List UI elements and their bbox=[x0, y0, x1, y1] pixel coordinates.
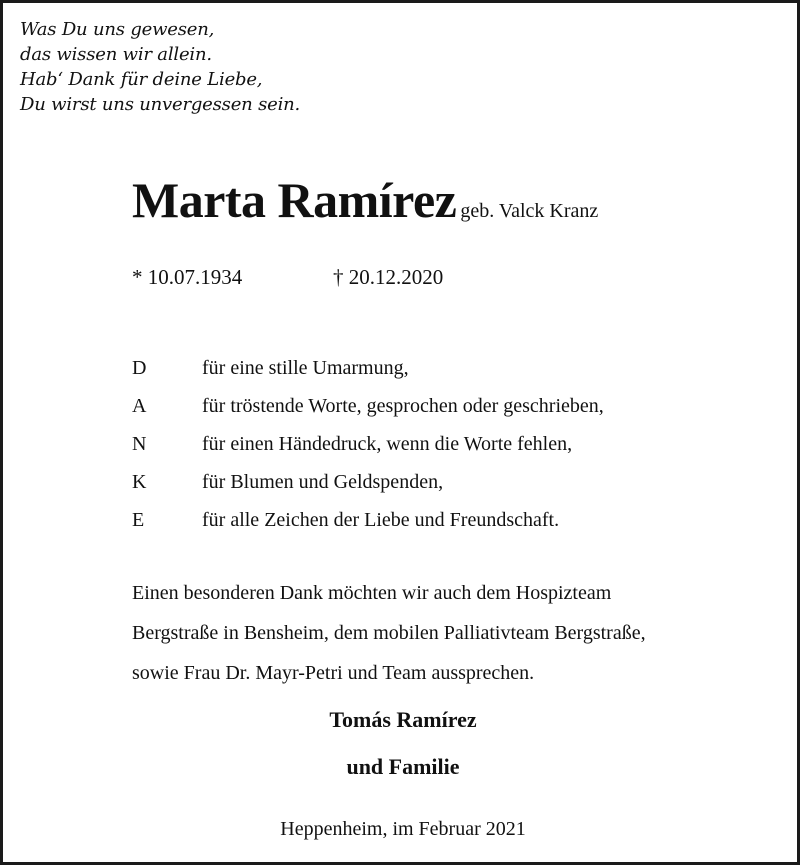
poem bbox=[20, 17, 300, 117]
poem-line: das wissen wir allein. bbox=[20, 44, 212, 65]
danke-list bbox=[132, 355, 604, 545]
danke-row bbox=[132, 355, 604, 393]
signature-name: Tomás Ramírez bbox=[329, 707, 477, 732]
deceased-name-line bbox=[132, 171, 598, 229]
danke-text: für einen Händedruck, wenn die Worte fehlen, bbox=[202, 433, 573, 455]
maiden-name: geb. Valck Kranz bbox=[460, 200, 599, 222]
death-date: † 20.12.2020 bbox=[333, 265, 444, 289]
birth-date: * 10.07.1934 bbox=[132, 265, 243, 289]
poem-line: Du wirst uns unvergessen sein. bbox=[20, 94, 301, 115]
danke-row bbox=[132, 507, 604, 545]
deceased-name: Marta Ramírez bbox=[132, 172, 457, 228]
danke-letter: N bbox=[132, 433, 147, 455]
danke-row bbox=[132, 469, 604, 507]
danke-text: für eine stille Umarmung, bbox=[202, 357, 409, 379]
special-thanks bbox=[132, 573, 646, 693]
danke-row bbox=[132, 431, 604, 469]
danke-text: für alle Zeichen der Liebe und Freundschaft. bbox=[202, 509, 560, 531]
danke-row bbox=[132, 393, 604, 431]
danke-letter: D bbox=[132, 357, 147, 379]
thanks-line: sowie Frau Dr. Mayr-Petri und Team aussprechen. bbox=[132, 662, 535, 684]
signature-family: und Familie bbox=[346, 754, 460, 779]
thanks-line: Einen besonderen Dank möchten wir auch dem Hospizteam bbox=[132, 582, 612, 604]
danke-letter: E bbox=[132, 509, 145, 531]
thanks-line: Bergstraße in Bensheim, dem mobilen Palliativteam Bergstraße, bbox=[132, 622, 646, 644]
danke-text: für Blumen und Geldspenden, bbox=[202, 471, 444, 493]
poem-line: Was Du uns gewesen, bbox=[20, 19, 215, 40]
danke-text: für tröstende Worte, gesprochen oder geschrieben, bbox=[202, 395, 604, 417]
danke-letter: A bbox=[132, 395, 147, 417]
poem-line: Hab‘ Dank für deine Liebe, bbox=[20, 69, 263, 90]
place-date: Heppenheim, im Februar 2021 bbox=[280, 818, 526, 840]
danke-letter: K bbox=[132, 471, 147, 493]
